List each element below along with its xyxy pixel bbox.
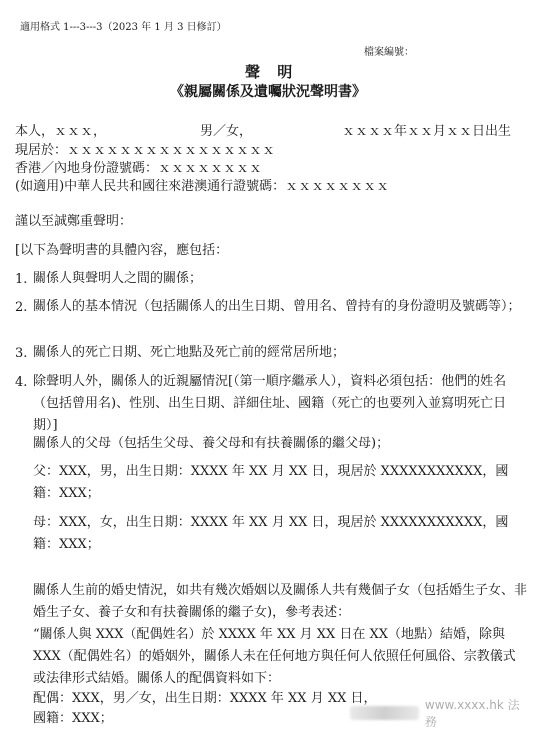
item-4-text: 除聲明人外，關係人的近親屬情況[（第一順序繼承人），資料必須包括：他們的姓名（包括曾用名)、性別、出生日期、詳細住址、國籍（死亡的也要列入並寫明死亡日期）] bbox=[33, 374, 507, 433]
marriage-example: “關係人與 XXX（配偶姓名）於 XXXX 年 XX 月 XX 日在 XX（地點）結婚，除與 XXX（配偶姓名）的婚姻外，關係人未在任何地方與任何人依照任何風俗、宗教儀式或法律形式結婚。關係人的配偶資料如下： bbox=[33, 627, 516, 686]
document-title: 聲 明 bbox=[245, 63, 299, 81]
item-1-number: 1. bbox=[15, 272, 28, 287]
watermark-text: www.xxxx.hk 法務 bbox=[424, 698, 520, 729]
item-2-text: 關係人的基本情況（包括關係人的出生日期、曾用名、曾持有的身份證明及號碼等）； bbox=[33, 299, 521, 314]
declarant-address: 現居於：ｘｘｘｘｘｘｘｘｘｘｘｘｘｘｘｘ bbox=[15, 143, 276, 158]
declarant-name: 本人，ｘｘｘ， bbox=[15, 124, 107, 139]
marriage-heading: 關係人生前的婚史情況，如共有幾次婚姻以及關係人共有幾個子女（包括婚生子女、非婚生子女、養子女和有扶養關係的繼子女)，參考表述： bbox=[33, 583, 528, 620]
declarant-gender: 男／女， bbox=[200, 124, 253, 139]
item-2-number: 2. bbox=[15, 300, 28, 315]
watermark-blur bbox=[350, 706, 419, 720]
watermark bbox=[350, 698, 530, 729]
item-1-text: 關係人與聲明人之間的關係； bbox=[33, 271, 203, 286]
declarant-permit-number: (如適用)中華人民共和國往來港澳通行證號碼：ｘｘｘｘｘｘｘｘ bbox=[15, 179, 390, 194]
file-number-label: 檔案編號： bbox=[364, 47, 414, 58]
declarant-hk-id: 香港／內地身份證號碼：ｘｘｘｘｘｘｘｘ bbox=[15, 161, 263, 176]
solemn-declaration-intro: 謹以至誠鄭重聲明： bbox=[15, 214, 133, 229]
declarant-birth: ｘｘｘｘ年ｘｘ月ｘｘ日出生 bbox=[342, 124, 512, 139]
item-4-number: 4. bbox=[15, 375, 28, 390]
item-3-number: 3. bbox=[15, 346, 28, 361]
item-3-text: 關係人的死亡日期、死亡地點及死亡前的經常居所地； bbox=[33, 345, 346, 360]
father-info: 父：XXX，男，出生日期：XXXX 年 XX 月 XX 日，現居於 XXXXXXXXXXX，國籍：XXX； bbox=[33, 464, 509, 501]
form-version-note: 適用格式 1---3---3（2023 年 1 月 3 日修訂） bbox=[20, 22, 227, 33]
parents-heading: 關係人的父母（包括生父母、養父母和有扶養關係的繼父母)； bbox=[33, 436, 390, 451]
contents-header: [以下為聲明書的具體內容，應包括： bbox=[15, 243, 229, 258]
document-subtitle: 《親屬關係及遺囑狀況聲明書》 bbox=[170, 84, 366, 100]
spouse-nationality: 國籍：XXX； bbox=[33, 711, 113, 726]
spouse-info: 配偶：XXX，男／女，出生日期：XXXX 年 XX 月 XX 日， bbox=[33, 691, 377, 706]
mother-info: 母：XXX，女，出生日期：XXXX 年 XX 月 XX 日，現居於 XXXXXXXXXXX，國籍：XXX； bbox=[33, 515, 509, 552]
